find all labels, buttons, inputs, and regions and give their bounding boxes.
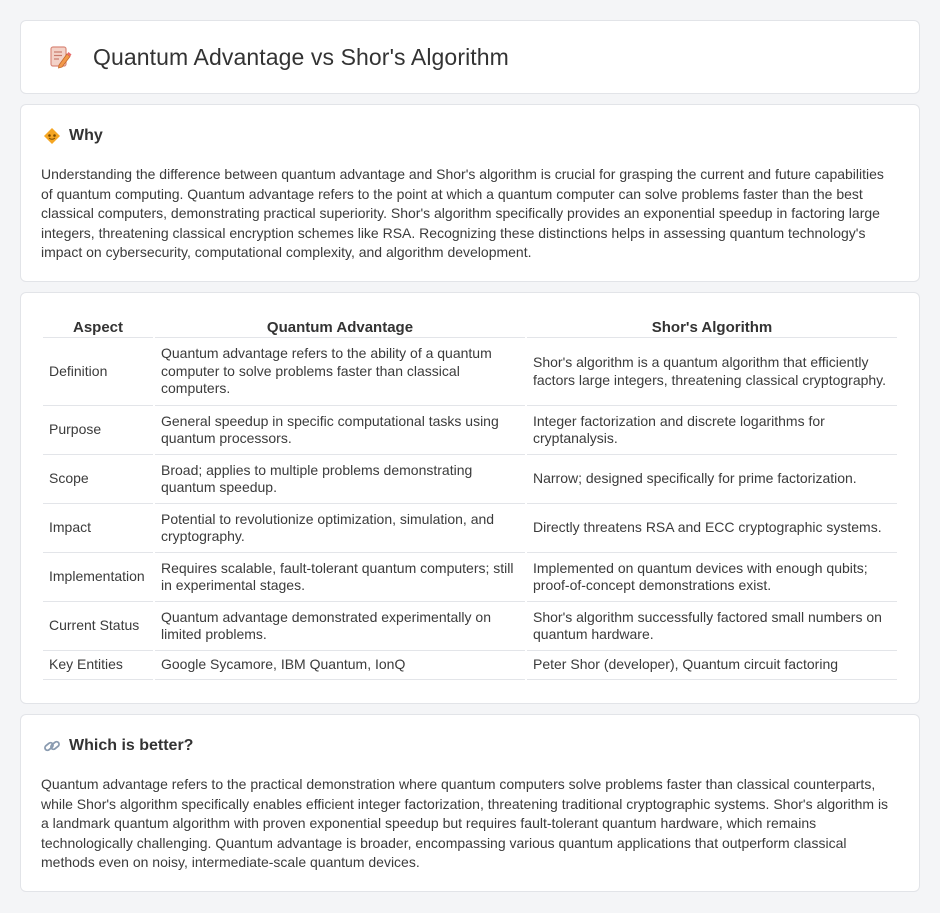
link-icon	[43, 737, 61, 755]
row-quantum-advantage: Quantum advantage refers to the ability of a quantum computer to solve problems faster than classical computers.	[155, 337, 525, 405]
row-quantum-advantage: Google Sycamore, IBM Quantum, IonQ	[155, 650, 525, 680]
why-text: Understanding the difference between quantum advantage and Shor's algorithm is crucial for grasping the current and future capabilities of quantum computing. Quantum advantage refers to the point at which a quantum computer can solve problems faster than the best classical computers, demonstrating practical superiority. Shor's algorithm specifically provides an exponential speedup in factoring large integers, threatening classical encryption schemes like RSA. Recognizing these distinctions helps in assessing quantum technology's impact on cybersecurity, computational complexity, and algorithm development.	[41, 166, 884, 261]
better-heading-row	[43, 737, 193, 755]
row-shors-algorithm: Shor's algorithm is a quantum algorithm that efficiently factors large integers, threatening classical cryptography.	[527, 337, 897, 405]
row-shors-algorithm: Shor's algorithm successfully factored small numbers on quantum hardware.	[527, 601, 897, 650]
row-quantum-advantage: Broad; applies to multiple problems demonstrating quantum speedup.	[155, 454, 525, 503]
why-heading-row	[43, 127, 103, 145]
diamond-sparkle-icon	[43, 127, 61, 145]
table-header-row	[43, 315, 897, 337]
table-row	[43, 337, 897, 405]
column-header-shors-algorithm: Shor's Algorithm	[651, 319, 773, 336]
table-row	[43, 601, 897, 650]
which-is-better-section	[20, 714, 920, 892]
row-aspect: Scope	[43, 454, 153, 503]
table-row	[43, 503, 897, 552]
row-shors-algorithm: Directly threatens RSA and ECC cryptographic systems.	[527, 503, 897, 552]
table-row	[43, 650, 897, 680]
row-aspect: Current Status	[43, 601, 153, 650]
row-shors-algorithm: Peter Shor (developer), Quantum circuit factoring	[527, 650, 897, 680]
row-aspect: Key Entities	[43, 650, 153, 680]
table-row	[43, 405, 897, 454]
row-quantum-advantage: Quantum advantage demonstrated experimentally on limited problems.	[155, 601, 525, 650]
row-aspect: Impact	[43, 503, 153, 552]
table-row	[43, 454, 897, 503]
title-row	[21, 21, 919, 93]
title-card	[20, 20, 920, 94]
column-header-quantum-advantage: Quantum Advantage	[266, 319, 414, 336]
row-shors-algorithm: Narrow; designed specifically for prime factorization.	[527, 454, 897, 503]
comparison-section	[20, 292, 920, 704]
better-heading: Which is better?	[69, 737, 194, 754]
better-text: Quantum advantage refers to the practical demonstration where quantum computers solve problems faster than classical counterparts, while Shor's algorithm specifically enables efficient integer factorization, threatening traditional cryptographic systems. Shor's algorithm is a landmark quantum algorithm with proven exponential speedup but requires fault-tolerant quantum hardware, which remains technologically challenging. Quantum advantage is broader, encompassing various quantum applications that outperform classical methods even on noisy, intermediate-scale quantum devices.	[41, 776, 889, 871]
row-aspect: Implementation	[43, 552, 153, 601]
row-aspect: Purpose	[43, 405, 153, 454]
column-header-aspect: Aspect	[72, 319, 124, 336]
page-title: Quantum Advantage vs Shor's Algorithm	[93, 43, 509, 70]
comparison-table	[41, 315, 899, 680]
why-heading: Why	[69, 127, 103, 144]
memo-pencil-icon	[47, 44, 73, 70]
row-quantum-advantage: General speedup in specific computational tasks using quantum processors.	[155, 405, 525, 454]
row-quantum-advantage: Potential to revolutionize optimization, simulation, and cryptography.	[155, 503, 525, 552]
table-row	[43, 552, 897, 601]
row-shors-algorithm: Integer factorization and discrete logarithms for cryptanalysis.	[527, 405, 897, 454]
row-aspect: Definition	[43, 337, 153, 405]
row-quantum-advantage: Requires scalable, fault-tolerant quantum computers; still in experimental stages.	[155, 552, 525, 601]
why-section	[20, 104, 920, 282]
row-shors-algorithm: Implemented on quantum devices with enough qubits; proof-of-concept demonstrations exist.	[527, 552, 897, 601]
